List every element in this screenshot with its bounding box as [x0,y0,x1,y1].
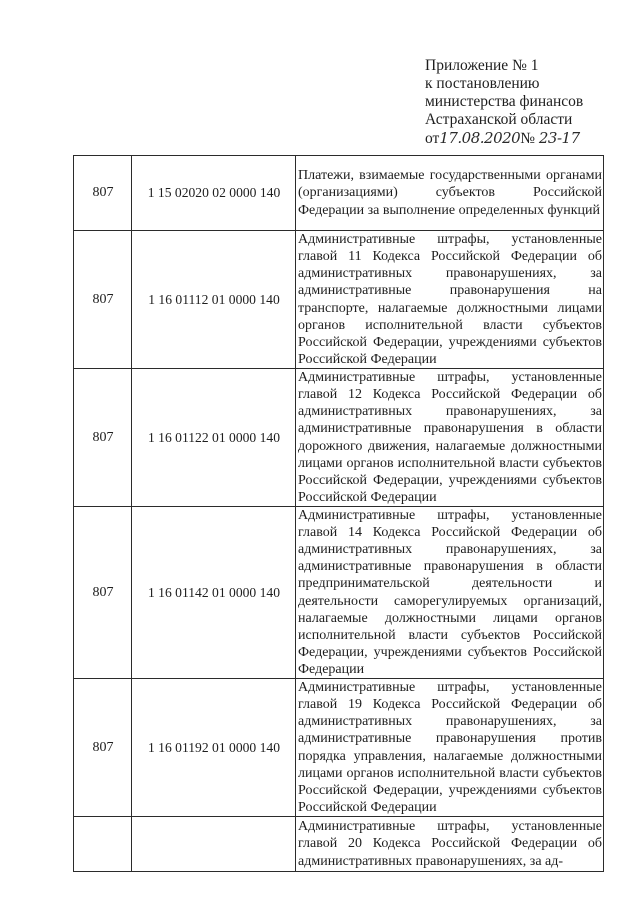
appendix-region: Астраханской области [425,111,573,128]
revenue-description-cell: Административные штрафы, установленные главой 19 Кодекса Российской Федерации об административных правонарушениях, за административные правонарушения против порядка управления, налагаемые должностными лицами органов исполнительной власти субъектов Российской Федерации, учреждениями субъектов Российской Федерации [296,679,604,817]
revenue-code-cell: 1 16 01142 01 0000 140 [132,507,296,679]
revenue-code-cell: 1 16 01112 01 0000 140 [132,231,296,369]
handwritten-date: 17.08.2020 [439,129,521,147]
admin-code-cell: 807 [74,156,132,231]
table-row [74,817,604,872]
admin-code-cell: 807 [74,679,132,817]
table-row [74,679,604,817]
appendix-date-line [425,129,635,148]
appendix-issuer: министерства финансов [425,93,584,110]
revenue-code-cell: 1 16 01122 01 0000 140 [132,369,296,507]
revenue-description-cell: Административные штрафы, установленные главой 20 Кодекса Российской Федерации об административных правонарушениях, за ад- [296,817,604,872]
revenue-description-cell: Административные штрафы, установленные главой 11 Кодекса Российской Федерации об административных правонарушениях, за административные правонарушения на транспорте, налагаемые должностными лицами органов исполнительной власти субъектов Российской Федерации, учреждениями субъектов Российской Федерации [296,231,604,369]
handwritten-number: 23-17 [538,129,580,147]
revenue-code-cell: 1 16 01192 01 0000 140 [132,679,296,817]
appendix-title: Приложение № 1 [425,57,539,74]
date-prefix: от [425,130,440,147]
table-row [74,231,604,369]
table-row [74,507,604,679]
revenue-description-cell: Административные штрафы, установленные главой 12 Кодекса Российской Федерации об административных правонарушениях, за административные правонарушения в области дорожного движения, налагаемые должностными лицами органов исполнительной власти субъектов Российской Федерации, учреждениями субъектов Российской Федерации [296,369,604,507]
table-row [74,156,604,231]
admin-code-cell: 807 [74,507,132,679]
revenue-description-cell: Платежи, взимаемые государственными органами (организациями) субъектов Российской Федерации за выполнение определенных функций [296,156,604,231]
admin-code-cell: 807 [74,231,132,369]
revenue-code-cell [132,817,296,872]
table-row [74,369,604,507]
appendix-header [425,57,635,148]
number-prefix: № [520,130,536,147]
revenue-codes-table [73,155,604,872]
appendix-reference: к постановлению [425,75,540,92]
admin-code-cell: 807 [74,369,132,507]
revenue-description-cell: Административные штрафы, установленные главой 14 Кодекса Российской Федерации об административных правонарушениях, за административные правонарушения в области предпринимательской деятельности и деятельности саморегулируемых организаций, налагаемые должностными лицами органов исполнительной власти субъектов Российской Федерации, учреждениями субъектов Российской Федерации [296,507,604,679]
admin-code-cell [74,817,132,872]
revenue-code-cell: 1 15 02020 02 0000 140 [132,156,296,231]
